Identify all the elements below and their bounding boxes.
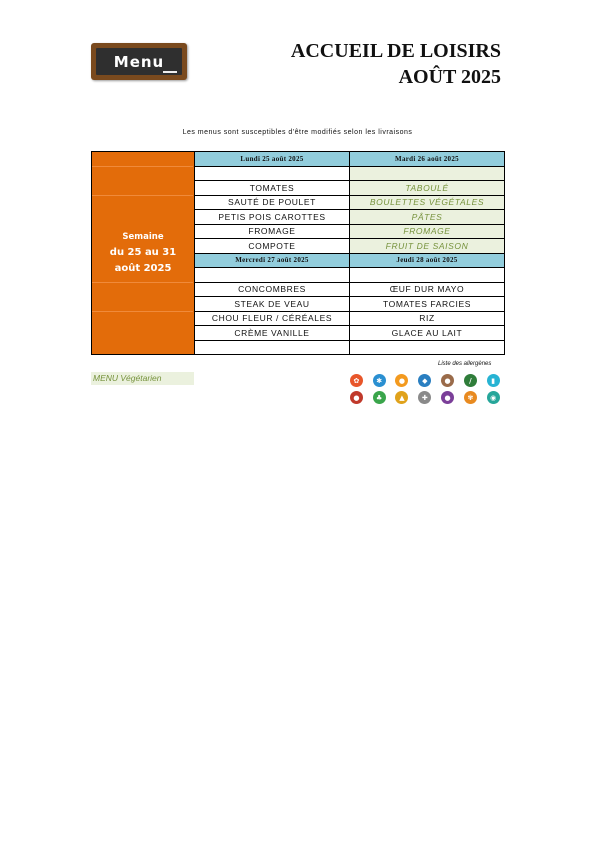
allergen-item: [391, 374, 414, 388]
molluscs-icon: ◉: [487, 391, 500, 404]
menu-cell: [195, 268, 350, 283]
soy-icon: /: [464, 374, 477, 387]
week-line-2: du 25 au 31: [109, 247, 177, 258]
week-line-1: Semaine: [122, 232, 164, 242]
allergen-item: [436, 374, 459, 388]
egg-icon: ●: [395, 374, 408, 387]
allergen-item: [368, 374, 391, 388]
sesame-icon: ✚: [418, 391, 431, 404]
veg-menu-cell: FROMAGE: [350, 224, 505, 239]
title-line-1: ACCUEIL DE LOISIRS: [290, 40, 501, 62]
allergen-item: [345, 391, 368, 405]
allergen-item: [413, 391, 436, 405]
allergen-item: [436, 391, 459, 405]
week-divider: [92, 311, 193, 312]
menu-cell: SAUTÉ DE POULET: [195, 195, 350, 210]
week-line-3: août 2025: [114, 263, 172, 274]
peanut-icon: ●: [441, 374, 454, 387]
page-title: [291, 38, 501, 90]
week-label: [92, 152, 195, 355]
menu-table: [91, 151, 505, 355]
veg-legend: MENU Végétarien: [91, 372, 194, 385]
menu-cell: RIZ: [350, 311, 505, 326]
allergen-item: [482, 374, 505, 388]
sulphites-icon: ●: [441, 391, 454, 404]
celery-icon: ♣: [373, 391, 386, 404]
mustard-icon: ▲: [395, 391, 408, 404]
day-header-tuesday: Mardi 26 août 2025: [350, 152, 505, 167]
day-header-wednesday: Mercredi 27 août 2025: [195, 253, 350, 268]
menu-cell: [195, 340, 350, 355]
menu-cell: CONCOMBRES: [195, 282, 350, 297]
menu-notice: Les menus sont susceptibles d'être modifiés selon les livraisons: [182, 129, 413, 136]
allergen-grid: [345, 374, 505, 405]
menu-cell: FROMAGE: [195, 224, 350, 239]
menu-cell: [350, 268, 505, 283]
allergen-item: [459, 391, 482, 405]
allergen-item: [391, 391, 414, 405]
menu-cell: STEAK DE VEAU: [195, 297, 350, 312]
veg-menu-cell: [350, 166, 505, 181]
menu-cell: [195, 166, 350, 181]
veg-menu-cell: FRUIT DE SAISON: [350, 239, 505, 254]
allergen-item: [459, 374, 482, 388]
week-divider: [92, 166, 193, 167]
fish-icon: ◆: [418, 374, 431, 387]
allergen-item: [345, 374, 368, 388]
nuts-icon: ●: [350, 391, 363, 404]
menu-cell: [350, 340, 505, 355]
allergen-item: [482, 391, 505, 405]
title-line-2: AOÛT 2025: [398, 66, 501, 88]
allergen-item: [368, 391, 391, 405]
week-divider: [92, 282, 193, 283]
day-header-thursday: Jeudi 28 août 2025: [350, 253, 505, 268]
menu-cell: CRÈME VANILLE: [195, 326, 350, 341]
menu-cell: TOMATES: [195, 181, 350, 196]
menu-cell: PETIS POIS CAROTTES: [195, 210, 350, 225]
day-header-monday: Lundi 25 août 2025: [195, 152, 350, 167]
menu-cell: TOMATES FARCIES: [350, 297, 505, 312]
allergen-item: [413, 374, 436, 388]
lupin-icon: ✾: [464, 391, 477, 404]
menu-cell: CHOU FLEUR / CÉRÉALES: [195, 311, 350, 326]
gluten-icon: ✿: [350, 374, 363, 387]
chalk-icon: [163, 71, 177, 73]
week-divider: [92, 195, 193, 196]
allergen-title: Liste des allergènes: [438, 361, 492, 367]
crustaceans-icon: ✱: [373, 374, 386, 387]
menu-cell: COMPOTE: [195, 239, 350, 254]
milk-icon: ▮: [487, 374, 500, 387]
header-row-1: [92, 152, 505, 167]
menu-cell: ŒUF DUR MAYO: [350, 282, 505, 297]
veg-menu-cell: BOULETTES VÉGÉTALES: [350, 195, 505, 210]
menu-cell: GLACE AU LAIT: [350, 326, 505, 341]
veg-menu-cell: TABOULÉ: [350, 181, 505, 196]
menu-logo: [91, 43, 187, 80]
veg-menu-cell: PÂTES: [350, 210, 505, 225]
logo-text: Menu: [113, 52, 165, 71]
